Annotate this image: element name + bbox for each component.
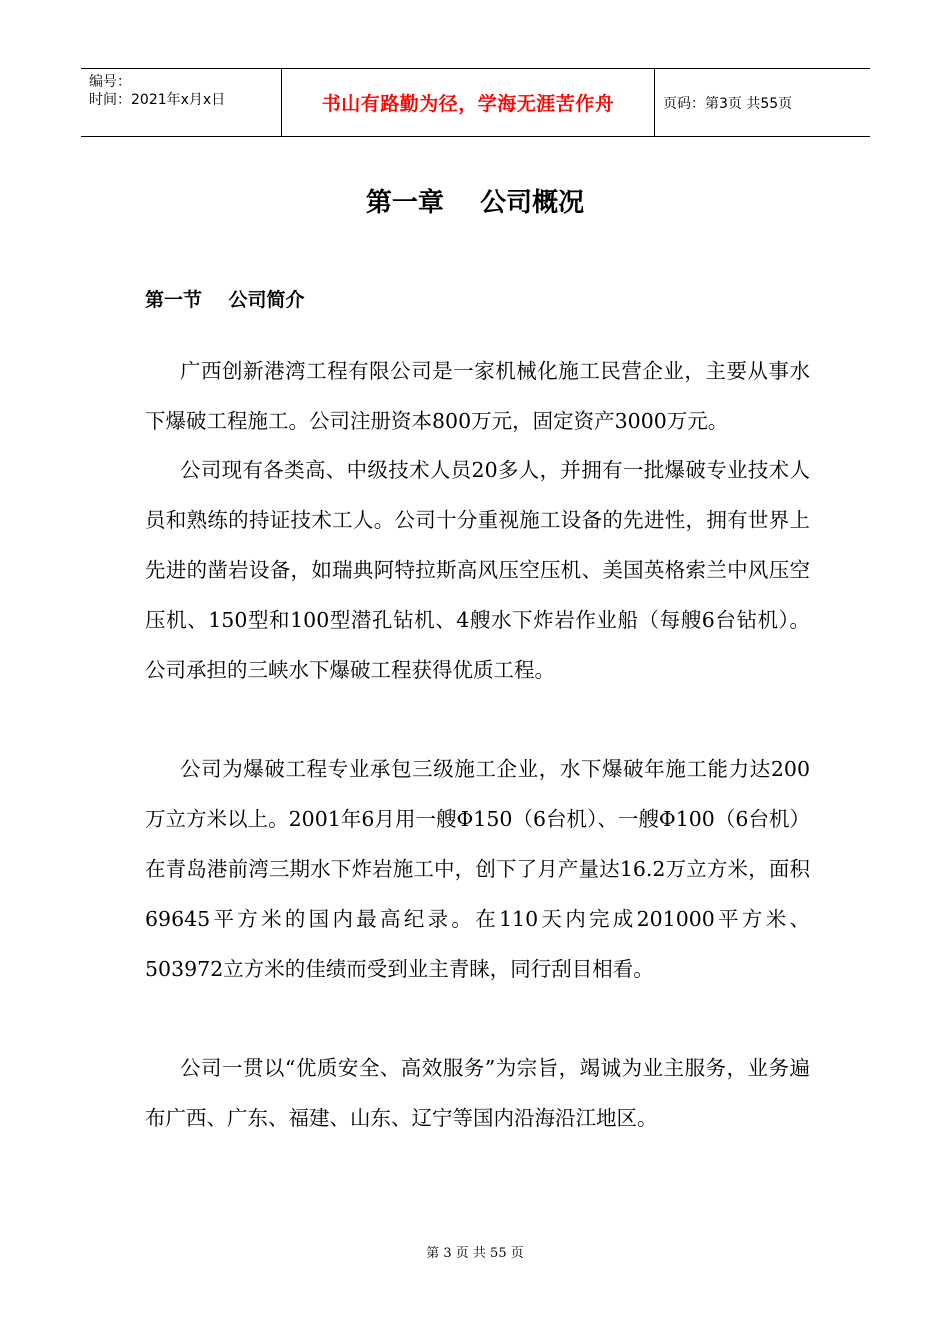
page-header (81, 68, 870, 137)
body-paragraph: 公司现有各类高、中级技术人员20多人，并拥有一批爆破专业技术人员和熟练的持证技术工人。公司十分重视施工设备的先进性，拥有世界上先进的凿岩设备，如瑞典阿特拉斯高风压空压机、美国英格索兰中风压空压机、150型和100型潜孔钻机、4艘水下炸岩作业船（每艘6台钻机）。公司承担的三峡水下爆破工程获得优质工程。 (145, 457, 810, 682)
section-title: 第一节 公司简介 (145, 289, 305, 311)
page-footer: 第 3 页 共 55 页 (426, 1246, 524, 1261)
body-paragraph: 广西创新港湾工程有限公司是一家机械化施工民营企业，主要从事水下爆破工程施工。公司注册资本800万元，固定资产3000万元。 (145, 358, 810, 433)
document-number-label: 编号： (89, 74, 131, 90)
header-motto: 书山有路勤为径，学海无涯苦作舟 (281, 69, 655, 136)
document-date-label: 时间：2021年x月x日 (89, 92, 226, 108)
header-meta (81, 69, 281, 136)
chapter-title: 第一章 公司概况 (365, 188, 585, 218)
header-page-info: 页码：第3页 共55页 (663, 95, 793, 112)
body-paragraph: 公司一贯以“优质安全、高效服务”为宗旨，竭诚为业主服务，业务遍布广西、广东、福建、山东、辽宁等国内沿海沿江地区。 (145, 1055, 810, 1130)
body-paragraph: 公司为爆破工程专业承包三级施工企业，水下爆破年施工能力达200万立方米以上。2001年6月用一艘Φ150（6台机）、一艘Φ100（6台机）在青岛港前湾三期水下炸岩施工中，创下了月产量达16.2万立方米，面积69645平方米的国内最高纪录。在110天内完成201000平方米、503972立方米的佳绩而受到业主青睐，同行刮目相看。 (145, 756, 810, 981)
